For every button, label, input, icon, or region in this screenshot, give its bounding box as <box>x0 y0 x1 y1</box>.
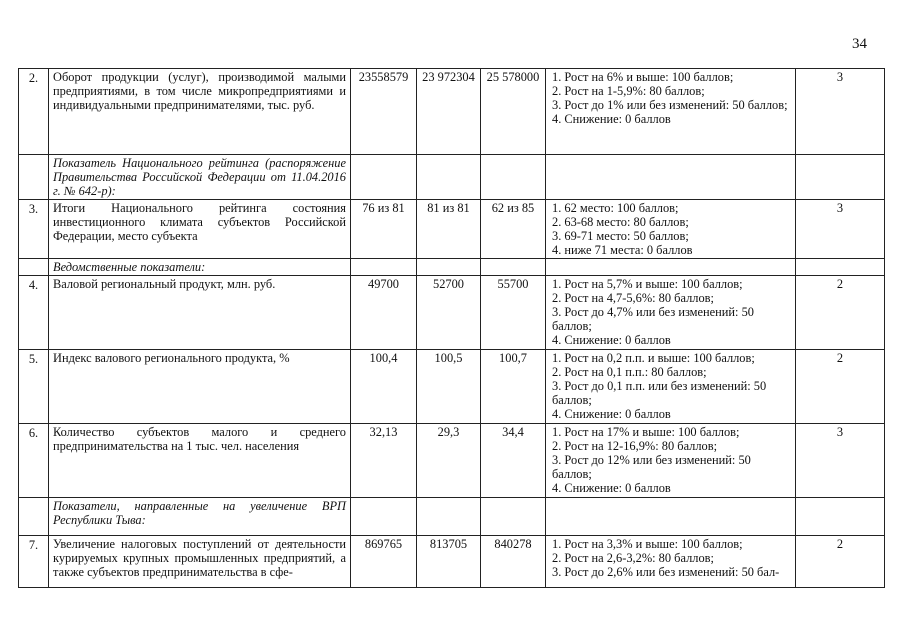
empty-cell <box>417 259 481 276</box>
empty-cell <box>19 498 49 536</box>
value-year-3: 55700 <box>481 276 546 350</box>
weight-coefficient: 3 <box>796 69 885 155</box>
row-number: 6. <box>19 424 49 498</box>
empty-cell <box>481 155 546 200</box>
empty-cell <box>351 259 417 276</box>
empty-cell <box>481 259 546 276</box>
empty-cell <box>417 155 481 200</box>
table-row <box>19 69 885 155</box>
table-body <box>19 69 885 588</box>
criterion-line: 2. Рост на 1-5,9%: 80 баллов; <box>552 84 705 98</box>
indicator-name: Увеличение налоговых поступлений от деятельности курируемых крупных промышленных предприятий, а также субъектов предпринимательства в сфе- <box>49 536 351 588</box>
empty-cell <box>351 155 417 200</box>
indicator-name: Валовой региональный продукт, млн. руб. <box>49 276 351 350</box>
criterion-line: 1. Рост на 5,7% и выше: 100 баллов; <box>552 277 743 291</box>
value-year-3: 34,4 <box>481 424 546 498</box>
criterion-line: 4. Снижение: 0 баллов <box>552 481 671 495</box>
row-number: 3. <box>19 200 49 259</box>
criterion-line: 3. Рост до 4,7% или без изменений: 50 баллов; <box>552 305 754 333</box>
scoring-criteria <box>546 424 796 498</box>
empty-cell <box>417 498 481 536</box>
weight-coefficient: 2 <box>796 350 885 424</box>
scoring-criteria <box>546 536 796 588</box>
value-year-2: 29,3 <box>417 424 481 498</box>
table-row <box>19 536 885 588</box>
table-row <box>19 350 885 424</box>
empty-cell <box>546 259 796 276</box>
criterion-line: 2. Рост на 4,7-5,6%: 80 баллов; <box>552 291 714 305</box>
criterion-line: 4. Снижение: 0 баллов <box>552 112 671 126</box>
empty-cell <box>546 155 796 200</box>
indicators-table <box>18 68 885 588</box>
scoring-criteria <box>546 276 796 350</box>
indicator-name: Индекс валового регионального продукта, % <box>49 350 351 424</box>
value-year-1: 100,4 <box>351 350 417 424</box>
row-number: 7. <box>19 536 49 588</box>
criterion-line: 4. ниже 71 места: 0 баллов <box>552 243 693 257</box>
page-number: 34 <box>852 36 867 52</box>
table-row <box>19 424 885 498</box>
empty-cell <box>796 498 885 536</box>
value-year-2: 81 из 81 <box>417 200 481 259</box>
value-year-2: 100,5 <box>417 350 481 424</box>
value-year-1: 869765 <box>351 536 417 588</box>
criterion-line: 1. 62 место: 100 баллов; <box>552 201 679 215</box>
section-row <box>19 155 885 200</box>
section-row <box>19 259 885 276</box>
criterion-line: 2. Рост на 12-16,9%: 80 баллов; <box>552 439 718 453</box>
indicator-name: Оборот продукции (услуг), производимой малыми предприятиями, в том числе микропредприятиями и индивидуальными предпринимателями, тыс. руб. <box>49 69 351 155</box>
weight-coefficient: 2 <box>796 276 885 350</box>
value-year-1: 23558579 <box>351 69 417 155</box>
section-heading: Ведомственные показатели: <box>49 259 351 276</box>
section-heading: Показатели, направленные на увеличение ВРП Республики Тыва: <box>49 498 351 536</box>
empty-cell <box>546 498 796 536</box>
empty-cell <box>19 259 49 276</box>
criterion-line: 3. Рост до 2,6% или без изменений: 50 бал- <box>552 565 780 579</box>
weight-coefficient: 3 <box>796 200 885 259</box>
section-heading: Показатель Национального рейтинга (распоряжение Правительства Российской Федерации от 11.04.2016 г. № 642-р): <box>49 155 351 200</box>
indicator-name: Количество субъектов малого и среднего предпринимательства на 1 тыс. чел. населения <box>49 424 351 498</box>
criterion-line: 2. Рост на 2,6-3,2%: 80 баллов; <box>552 551 714 565</box>
criterion-line: 3. Рост до 12% или без изменений: 50 баллов; <box>552 453 751 481</box>
scoring-criteria <box>546 350 796 424</box>
value-year-2: 52700 <box>417 276 481 350</box>
criterion-line: 4. Снижение: 0 баллов <box>552 333 671 347</box>
empty-cell <box>19 155 49 200</box>
table-row <box>19 200 885 259</box>
value-year-1: 49700 <box>351 276 417 350</box>
empty-cell <box>796 155 885 200</box>
value-year-2: 813705 <box>417 536 481 588</box>
criterion-line: 1. Рост на 0,2 п.п. и выше: 100 баллов; <box>552 351 755 365</box>
value-year-1: 76 из 81 <box>351 200 417 259</box>
indicator-name: Итоги Национального рейтинга состояния инвестиционного климата субъектов Российской Федерации, место субъекта <box>49 200 351 259</box>
value-year-2: 23 972304 <box>417 69 481 155</box>
criterion-line: 3. Рост до 1% или без изменений: 50 баллов; <box>552 98 788 112</box>
value-year-3: 25 578000 <box>481 69 546 155</box>
value-year-1: 32,13 <box>351 424 417 498</box>
criterion-line: 1. Рост на 17% и выше: 100 баллов; <box>552 425 740 439</box>
scoring-criteria <box>546 69 796 155</box>
value-year-3: 840278 <box>481 536 546 588</box>
criterion-line: 2. 63-68 место: 80 баллов; <box>552 215 689 229</box>
scoring-criteria <box>546 200 796 259</box>
weight-coefficient: 3 <box>796 424 885 498</box>
value-year-3: 100,7 <box>481 350 546 424</box>
value-year-3: 62 из 85 <box>481 200 546 259</box>
criterion-line: 3. Рост до 0,1 п.п. или без изменений: 50 баллов; <box>552 379 767 407</box>
criterion-line: 2. Рост на 0,1 п.п.: 80 баллов; <box>552 365 707 379</box>
weight-coefficient: 2 <box>796 536 885 588</box>
row-number: 4. <box>19 276 49 350</box>
table-row <box>19 276 885 350</box>
criterion-line: 1. Рост на 3,3% и выше: 100 баллов; <box>552 537 743 551</box>
criterion-line: 1. Рост на 6% и выше: 100 баллов; <box>552 70 734 84</box>
section-row <box>19 498 885 536</box>
criterion-line: 4. Снижение: 0 баллов <box>552 407 671 421</box>
row-number: 2. <box>19 69 49 155</box>
empty-cell <box>351 498 417 536</box>
empty-cell <box>481 498 546 536</box>
row-number: 5. <box>19 350 49 424</box>
criterion-line: 3. 69-71 место: 50 баллов; <box>552 229 689 243</box>
empty-cell <box>796 259 885 276</box>
